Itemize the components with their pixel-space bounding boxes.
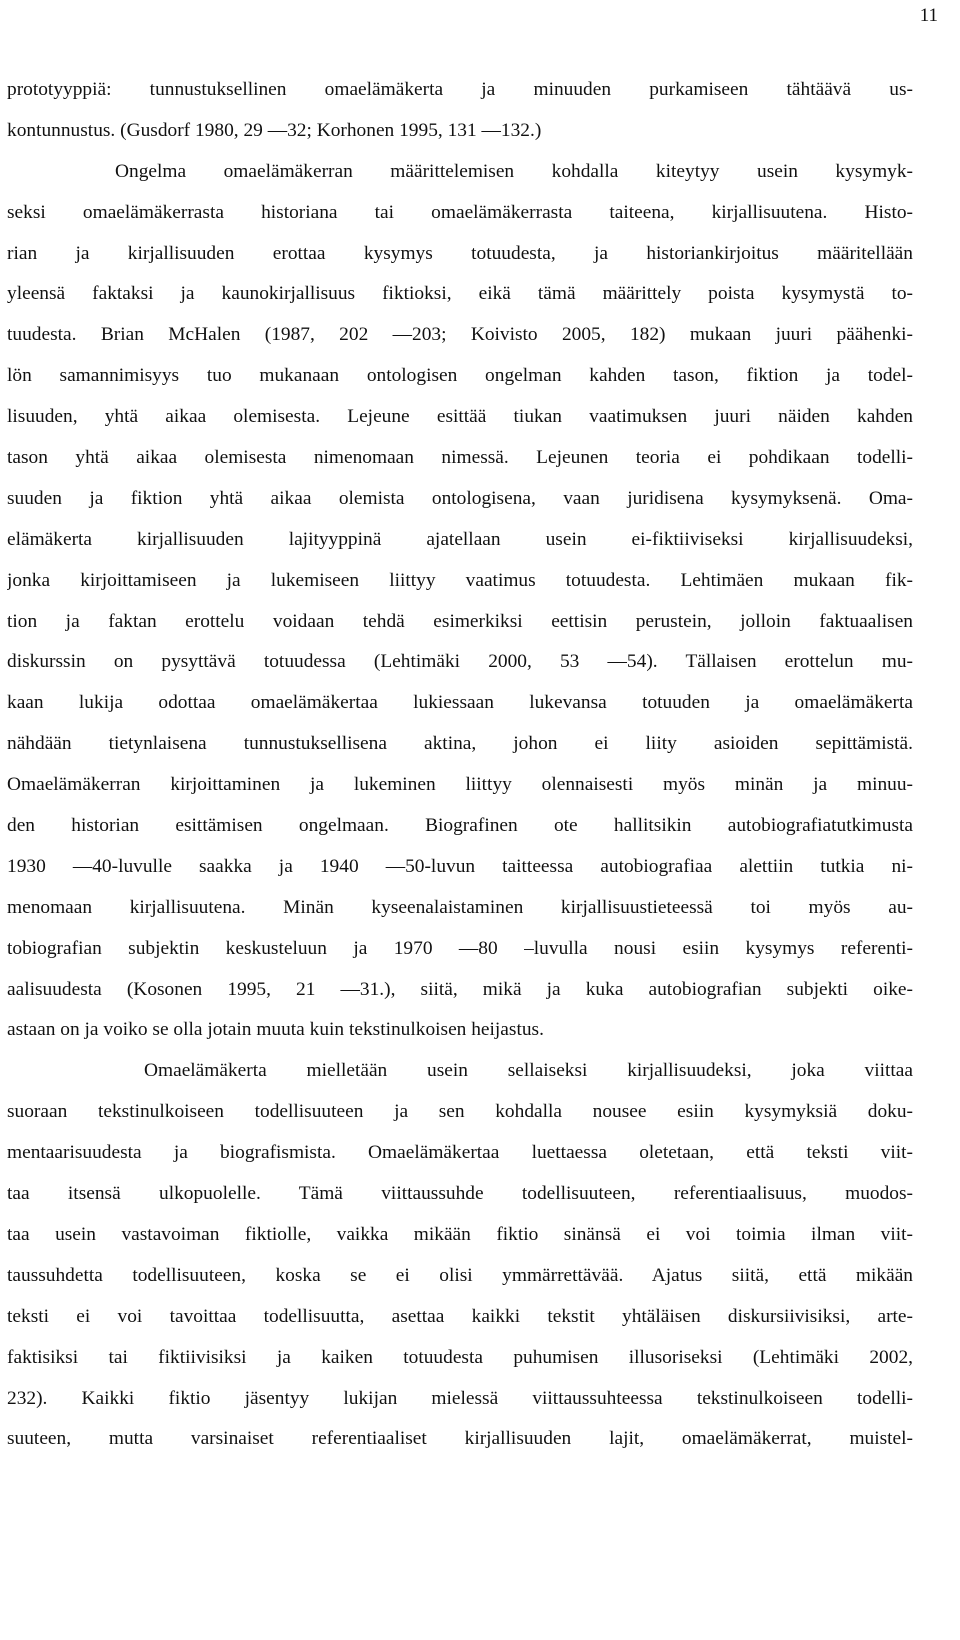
text-line: suuden ja fiktion yhtä aikaa olemista ontologisena, vaan juridisena kysymyksenä. Oma- xyxy=(7,487,913,509)
text-line: 1930 —40-luvulle saakka ja 1940 —50-luvun taitteessa autobiografiaa alettiin tutkia ni- xyxy=(7,855,913,877)
body-text xyxy=(7,72,913,1462)
text-line: suoraan tekstinulkoiseen todellisuuteen ja sen kohdalla nousee esiin kysymyksiä doku- xyxy=(7,1101,913,1123)
text-line: kontunnustus. (Gusdorf 1980, 29 —32; Korhonen 1995, 131 —132.) xyxy=(7,119,542,141)
text-line: prototyyppiä: tunnustuksellinen omaelämäkerta ja minuuden purkamiseen tähtäävä us- xyxy=(7,79,913,100)
text-line: nähdään tietynlaisena tunnustuksellisena aktina, johon ei liity asioiden sepittämistä. xyxy=(7,733,913,755)
text-line: aalisuudesta (Kosonen 1995, 21 —31.), siitä, mikä ja kuka autobiografian subjekti oike- xyxy=(7,978,913,1000)
text-line: rian ja kirjallisuuden erottaa kysymys totuudesta, ja historiankirjoitus määritellään xyxy=(7,242,913,264)
text-line: yleensä faktaksi ja kaunokirjallisuus fiktioksi, eikä tämä määrittely poista kysymystä to- xyxy=(7,283,913,305)
text-line: suuteen, mutta varsinaiset referentiaaliset kirjallisuuden lajit, omaelämäkerrat, muistel- xyxy=(7,1428,913,1450)
text-line: den historian esittämisen ongelmaan. Biografinen ote hallitsikin autobiografiatutkimusta xyxy=(7,815,913,837)
text-line: tuudesta. Brian McHalen (1987, 202 —203; Koivisto 2005, 182) mukaan juuri päähenki- xyxy=(7,324,913,346)
text-line: tobiografian subjektin keskusteluun ja 1970 —80 –luvulla nousi esiin kysymys referenti- xyxy=(7,937,913,959)
text-line: elämäkerta kirjallisuuden lajityyppinä ajatellaan usein ei-fiktiiviseksi kirjallisuudeksi, xyxy=(7,528,913,550)
text-line: kaan lukija odottaa omaelämäkertaa lukiessaan lukevansa totuuden ja omaelämäkerta xyxy=(7,692,913,714)
text-line: Omaelämäkerta mielletään usein sellaiseksi kirjallisuudeksi, joka viittaa xyxy=(144,1060,913,1082)
text-line: faktisiksi tai fiktiivisiksi ja kaiken totuudesta puhumisen illusoriseksi (Lehtimäki 2002, xyxy=(7,1346,913,1368)
text-line: tion ja faktan erottelu voidaan tehdä esimerkiksi eettisin perustein, jolloin faktuaalisen xyxy=(7,610,913,632)
text-line: teksti ei voi tavoittaa todellisuutta, asettaa kaikki tekstit yhtäläisen diskursiivisiksi, arte- xyxy=(7,1305,913,1327)
text-line: Omaelämäkerran kirjoittaminen ja lukeminen liittyy olennaisesti myös minän ja minuu- xyxy=(7,774,913,796)
text-line: diskurssin on pysyttävä totuudessa (Lehtimäki 2000, 53 —54). Tällaisen erottelun mu- xyxy=(7,651,913,673)
text-line: taussuhdetta todellisuuteen, koska se ei olisi ymmärrettävää. Ajatus siitä, että mikään xyxy=(7,1264,913,1286)
page-number: 11 xyxy=(919,5,938,26)
paragraph-referentiality xyxy=(7,1053,913,1462)
text-line: mentaarisuudesta ja biografismista. Omaelämäkertaa luettaessa oletetaan, että teksti viit- xyxy=(7,1142,913,1164)
text-line: jonka kirjoittamiseen ja lukemiseen liittyy vaatimus totuudesta. Lehtimäen mukaan fik- xyxy=(7,569,913,591)
paragraph-continuation xyxy=(7,72,913,154)
text-line: tason yhtä aikaa olemisesta nimenomaan nimessä. Lejeunen teoria ei pohdikaan todelli- xyxy=(7,447,913,469)
text-line: 232). Kaikki fiktio jäsentyy lukijan mielessä viittaussuhteessa tekstinulkoiseen todelli- xyxy=(7,1387,913,1409)
paragraph-definition-problem xyxy=(7,154,913,1054)
text-line: menomaan kirjallisuutena. Minän kyseenalaistaminen kirjallisuustieteessä toi myös au- xyxy=(7,896,913,918)
text-line: taa itsensä ulkopuolelle. Tämä viittaussuhde todellisuuteen, referentiaalisuus, muodos- xyxy=(7,1183,913,1205)
text-line: seksi omaelämäkerrasta historiana tai omaelämäkerrasta taiteena, kirjallisuutena. Histo- xyxy=(7,201,913,223)
text-line: astaan on ja voiko se olla jotain muuta kuin tekstinulkoisen heijastus. xyxy=(7,1019,544,1041)
text-line: lisuuden, yhtä aikaa olemisesta. Lejeune esittää tiukan vaatimuksen juuri näiden kahden xyxy=(7,406,913,428)
text-line: lön samannimisyys tuo mukanaan ontologisen ongelman kahden tason, fiktion ja todel- xyxy=(7,365,913,387)
text-line: taa usein vastavoiman fiktiolle, vaikka mikään fiktio sinänsä ei voi toimia ilman viit- xyxy=(7,1223,913,1245)
text-line: Ongelma omaelämäkerran määrittelemisen kohdalla kiteytyy usein kysymyk- xyxy=(115,160,913,182)
